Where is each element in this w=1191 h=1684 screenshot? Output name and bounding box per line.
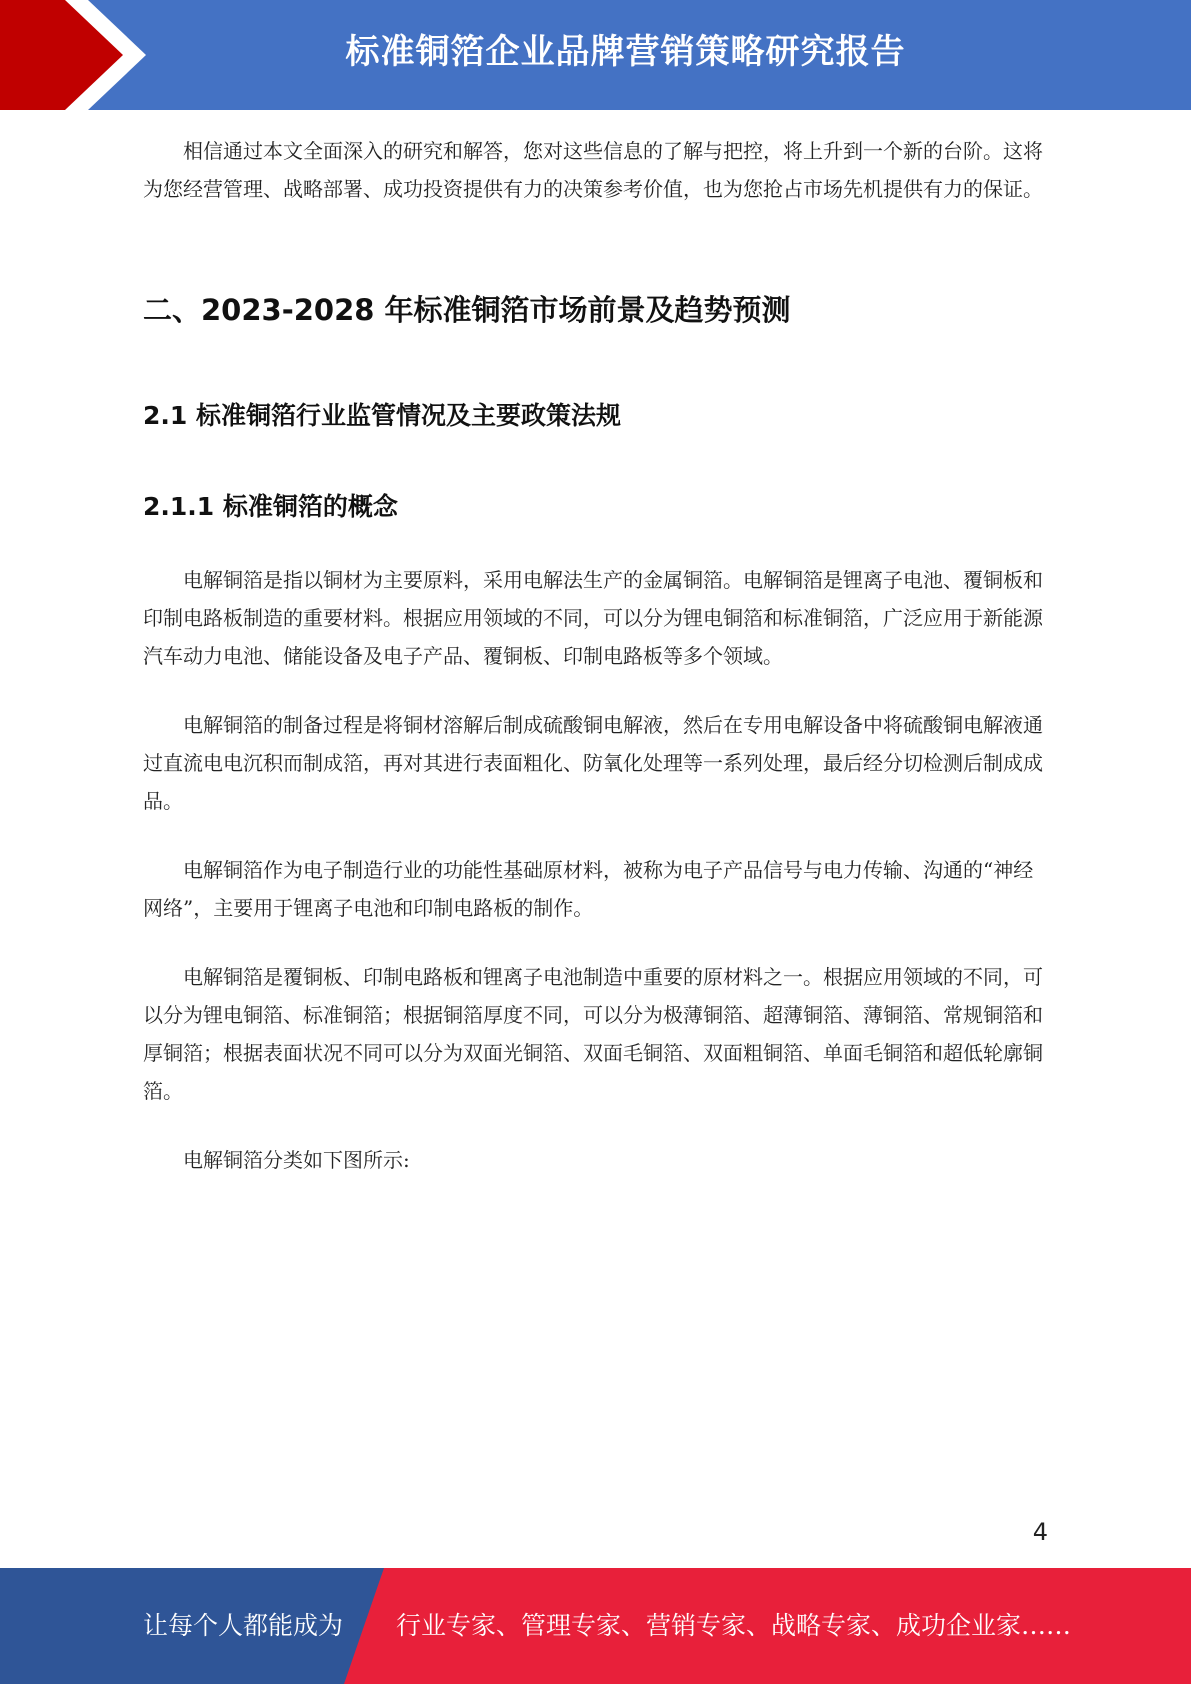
footer-slogan-left: 让每个人都能成为 [143,1611,344,1640]
section-heading: 二、2023-2028 年标准铜箔市场前景及趋势预测 [143,293,791,327]
report-title: 标准铜箔企业品牌营销策略研究报告 [345,32,906,72]
figure-caption-intro: 电解铜箔分类如下图所示: [183,1148,410,1172]
body-paragraph: 电解铜箔是指以铜材为主要原料，采用电解法生产的金属铜箔。电解铜箔是锂离子电池、覆铜板和印制电路板制造的重要材料。根据应用领域的不同，可以分为锂电铜箔和标准铜箔，广泛应用于新能源汽车动力电池、储能设备及电子产品、覆铜板、印制电路板等多个领域。 [143,568,1043,668]
paragraph-block [143,561,1045,675]
body-paragraph: 电解铜箔作为电子制造行业的功能性基础原材料，被称为电子产品信号与电力传输、沟通的“神经网络”，主要用于锂离子电池和印制电路板的制作。 [143,858,1034,920]
paragraph-block [143,1141,1045,1179]
page-header [0,0,1191,110]
body-paragraph: 电解铜箔是覆铜板、印制电路板和锂离子电池制造中重要的原材料之一。根据应用领域的不同，可以分为锂电铜箔、标准铜箔；根据铜箔厚度不同，可以分为极薄铜箔、超薄铜箔、薄铜箔、常规铜箔和厚铜箔；根据表面状况不同可以分为双面光铜箔、双面毛铜箔、双面粗铜箔、单面毛铜箔和超低轮廓铜箔。 [143,965,1043,1103]
intro-paragraph: 相信通过本文全面深入的研究和解答，您对这些信息的了解与把控，将上升到一个新的台阶。这将为您经营管理、战略部署、成功投资提供有力的决策参考价值，也为您抢占市场先机提供有力的保证。 [143,139,1043,201]
body-paragraph: 电解铜箔的制备过程是将铜材溶解后制成硫酸铜电解液，然后在专用电解设备中将硫酸铜电解液通过直流电电沉积而制成箔，再对其进行表面粗化、防氧化处理等一系列处理，最后经分切检测后制成成品。 [143,713,1043,813]
subsection-heading: 2.1 标准铜箔行业监管情况及主要政策法规 [143,401,621,430]
paragraph-block [143,851,1045,927]
subsubsection-heading: 2.1.1 标准铜箔的概念 [143,492,398,521]
paragraph-block [143,706,1045,820]
intro-block [143,132,1045,208]
page-number: 4 [1032,1518,1048,1546]
footer-slogan-right: 行业专家、管理专家、营销专家、战略专家、成功企业家…… [396,1611,1072,1640]
paragraph-block [143,958,1045,1110]
page-footer [0,1568,1191,1684]
